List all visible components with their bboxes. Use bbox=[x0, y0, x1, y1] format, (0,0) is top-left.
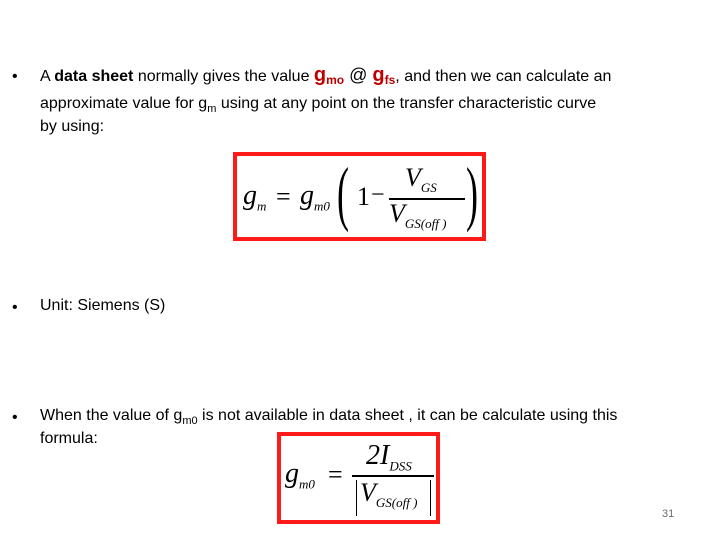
bullet-1-line-3: by using: bbox=[40, 118, 105, 135]
formula-2-abs-left bbox=[356, 480, 357, 516]
bullet-dot-3: • bbox=[12, 409, 18, 426]
formula-1-left-paren: ( bbox=[337, 153, 349, 233]
text-a: A bbox=[40, 68, 55, 85]
formula-1-denominator: $V_{GS(off )}$ bbox=[389, 199, 447, 232]
at-symbol: @ bbox=[344, 65, 373, 85]
formula-1-gm0: $g_{m0}$ bbox=[300, 180, 330, 214]
formula-2-fraction-bar bbox=[352, 475, 434, 477]
bullet-1-line-2: approximate value for $g_m$ using at any point on the transfer characteristic curve bbox=[40, 95, 597, 116]
formula-1-numerator: $V_{GS}$ bbox=[405, 163, 437, 196]
bullet-1-line-1 bbox=[40, 64, 611, 91]
bullet-dot-1: • bbox=[12, 68, 18, 85]
formula-2-abs-right bbox=[430, 480, 431, 516]
bullet-3-line-1: When the value of $g_{m0}$ is not available in data sheet , it can be calculate using this bbox=[40, 407, 618, 428]
page-number: 31 bbox=[662, 508, 675, 520]
bullet-3-line-2: formula: bbox=[40, 430, 98, 447]
bullet-2-text: Unit: Siemens (S) bbox=[40, 297, 166, 314]
formula-1-right-paren: ) bbox=[466, 153, 478, 233]
formula-1-minus: − bbox=[371, 182, 385, 208]
formula-1-lhs: $g_m$ bbox=[243, 180, 267, 214]
text-post: , and then we can calculate an bbox=[395, 68, 612, 85]
formula-2-denominator: $V_{GS(off )}$ bbox=[360, 478, 418, 511]
bullet-dot-2: • bbox=[12, 299, 18, 316]
gfs-symbol: $g_{fs}$ bbox=[372, 64, 396, 87]
data-sheet-bold: data sheet bbox=[54, 68, 134, 85]
formula-2-lhs: $g_{m0}$ bbox=[285, 458, 315, 492]
gmo-symbol: $g_{mo}$ bbox=[313, 64, 345, 87]
formula-2-equals: = bbox=[328, 460, 343, 489]
text-mid: normally gives the value bbox=[133, 68, 314, 85]
formula-1-one: 1 bbox=[357, 182, 370, 211]
formula-2-numerator: $2I_{DSS}$ bbox=[366, 440, 412, 474]
formula-1-equals: = bbox=[276, 182, 291, 211]
